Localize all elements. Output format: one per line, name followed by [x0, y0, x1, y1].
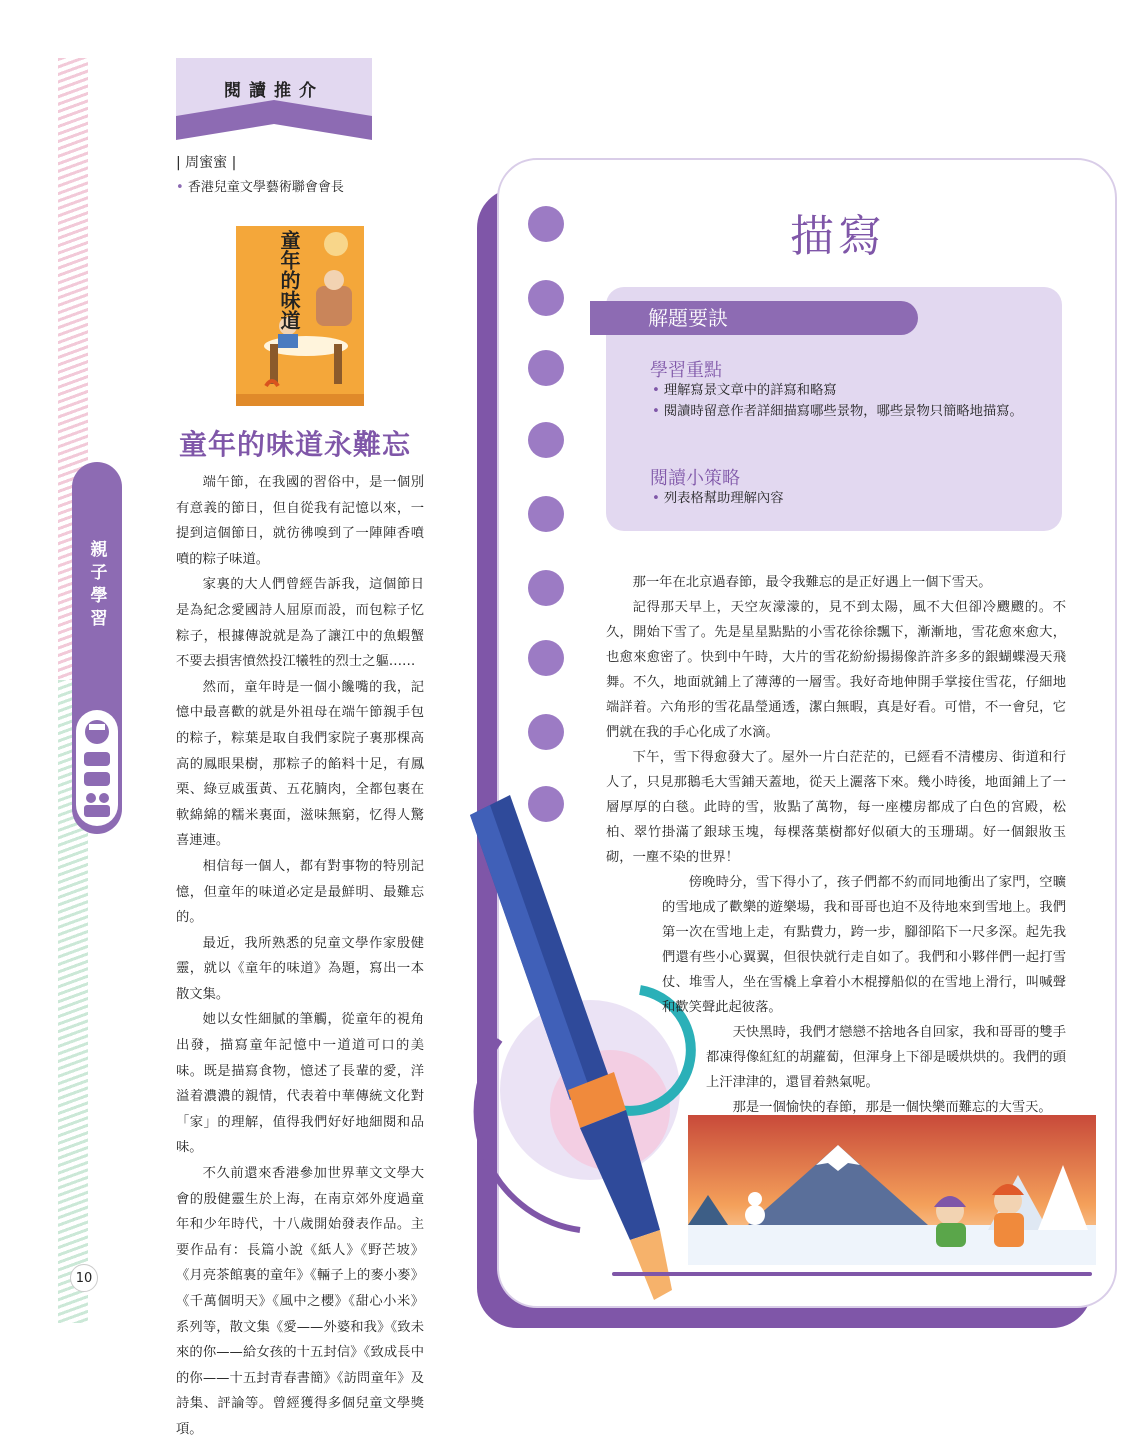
binder-ring	[528, 422, 564, 458]
snow-scene-illustration	[688, 1115, 1096, 1265]
story-paragraph: 下午，雪下得愈發大了。屋外一片白茫茫的，已經看不清樓房、街道和行人了，只見那鵝毛大雪鋪天蓋地，從天上灑落下來。幾小時後，地面鋪上了一層厚厚的白毯。此時的雪，妝點了萬物，每一座樓房都成了白色的宮殿，松柏、翠竹掛滿了銀球玉塊，每棵落葉樹都好似碩大的玉珊瑚。好一個銀妝玉砌，一塵不染的世界！	[606, 750, 1066, 865]
tips-heading: 解題要訣	[590, 301, 918, 335]
article-paragraph: 最近，我所熟悉的兒童文學作家殷健靈，就以《童年的味道》為題，寫出一本散文集。	[176, 935, 424, 1002]
author-title: • 香港兒童文學藝術聯會會長	[176, 180, 344, 195]
binder-ring	[528, 640, 564, 676]
book-cover-image	[236, 226, 364, 406]
article-paragraph: 她以女性細膩的筆觸，從童年的視角出發，描寫童年記憶中一道道可口的美味。既是描寫食物，憶述了長輩的愛，洋溢着濃濃的親情，代表着中華傳統文化對「家」的理解，值得我們好好地細閱和品味。	[176, 1012, 424, 1156]
binder-ring	[528, 714, 564, 750]
section-banner	[176, 58, 372, 140]
article-paragraph: 相信每一個人，都有對事物的特別記憶，但童年的味道必定是最鮮明、最難忘的。	[176, 858, 424, 926]
strategy-item: • 列表格幫助理解內容	[652, 491, 784, 506]
story-paragraph: 那是一個愉快的春節，那是一個快樂而難忘的大雪天。	[732, 1100, 1052, 1115]
binder-ring	[528, 570, 564, 606]
story-paragraph: 傍晚時分，雪下得小了，孩子們都不約而同地衝出了家門，空曠的雪地成了歡樂的遊樂場，我和哥哥也迫不及待地來到雪地上。我們第一次在雪地上走，有點費力，跨一步，腳卻陷下一尺多深。起先我們還有些小心翼翼，但很快就行走自如了。我們和小夥伴們一起打雪仗、堆雪人，坐在雪橇上拿着小木棍撐船似的在雪地上滑行，叫喊聲和歡笑聲此起彼落。	[662, 875, 1066, 1015]
binder-ring	[528, 350, 564, 386]
binder-ring	[528, 206, 564, 242]
article-paragraph: 家裏的大人們曾經告訴我，這個節日是為紀念愛國詩人屈原而設，而包粽子忆粽子，根據傳說就是為了讓江中的魚蝦蟹不要去損害憤然投江犧牲的烈士之軀……	[176, 577, 424, 670]
side-tab-label: 親子學習	[86, 540, 107, 632]
binder-ring	[528, 496, 564, 532]
story-paragraph: 那一年在北京過春節，最令我難忘的是正好遇上一個下雪天。	[632, 575, 992, 590]
section-title: 閱讀推介	[224, 81, 324, 101]
page-number: 10	[70, 1264, 98, 1292]
lesson-title: 描寫	[790, 211, 886, 262]
article-paragraph: 然而，童年時是一個小饞嘴的我，記憶中最喜歡的就是外祖母在端午節親手包的粽子，粽葉是取自我們家院子裏那棵高高的鳳眼果樹，那粽子的餡料十足，有鳳栗、綠豆戚蛋黃、五花腩肉，全都包裹在軟綿綿的糯米裏面，滋味無窮，忆得人驚喜連連。	[176, 679, 424, 849]
story-paragraph: 天快黑時，我們才戀戀不捨地各自回家，我和哥哥的雙手都凍得像紅紅的胡蘿蔔，但渾身上下卻是暖烘烘的。我們的頭上汗津津的，還冒着熱氣呢。	[706, 1025, 1066, 1090]
parent-child-learning-icon	[76, 710, 118, 826]
author-name: | 周蜜蜜 |	[176, 155, 237, 171]
focus-item: • 理解寫景文章中的詳寫和略寫	[652, 383, 837, 398]
article-body	[176, 470, 424, 1443]
book-cover-title: 童年的味道	[277, 230, 301, 330]
strategy-heading: 閱讀小策略	[650, 468, 740, 489]
article-paragraph: 不久前還來香港參加世界華文文學大會的殷健靈生於上海，在南京郊外度過童年和少年時代，十八歲開始發表作品。主要作品有：長篇小說《紙人》《野芒坡》《月亮茶館裏的童年》《輛子上的麥小麥》《千萬個明天》《風中之櫻》《甜心小米》系列等，散文集《愛——外婆和我》《致未來的你——給女孩的十五封信》《致成長中的你——十五封青春書簡》《訪問童年》及詩集、評論等。曾經獲得多個兒童文學獎項。	[176, 1166, 424, 1437]
article-paragraph: 端午節，在我國的習俗中，是一個別有意義的節日，但自從我有記憶以來，一提到這個節日，就彷彿嗅到了一陣陣香噴噴的粽子味道。	[176, 475, 424, 567]
card-baseline	[612, 1272, 1092, 1276]
binder-ring	[528, 280, 564, 316]
focus-heading: 學習重點	[650, 360, 722, 381]
focus-item: • 閱讀時留意作者詳細描寫哪些景物，哪些景物只簡略地描寫。	[652, 404, 1023, 419]
article-headline: 童年的味道永難忘	[179, 428, 412, 461]
story-paragraph: 記得那天早上，天空灰濛濛的，見不到太陽，風不大但卻冷颼颼的。不久，開始下雪了。先是星星點點的小雪花徐徐飄下，漸漸地，雪花愈來愈大，也愈來愈密了。快到中午時，大片的雪花紛紛揚揚像許許多多的銀蝴蝶漫天飛舞。不久，地面就鋪上了薄薄的一層雪。我好奇地伸開手掌接住雪花，仔細地端詳着。六角形的雪花晶瑩通透，潔白無暇，真是好看。可惜，不一會兒，它們就在我的手心化成了水滴。	[606, 600, 1066, 740]
story-text	[606, 570, 1066, 1120]
